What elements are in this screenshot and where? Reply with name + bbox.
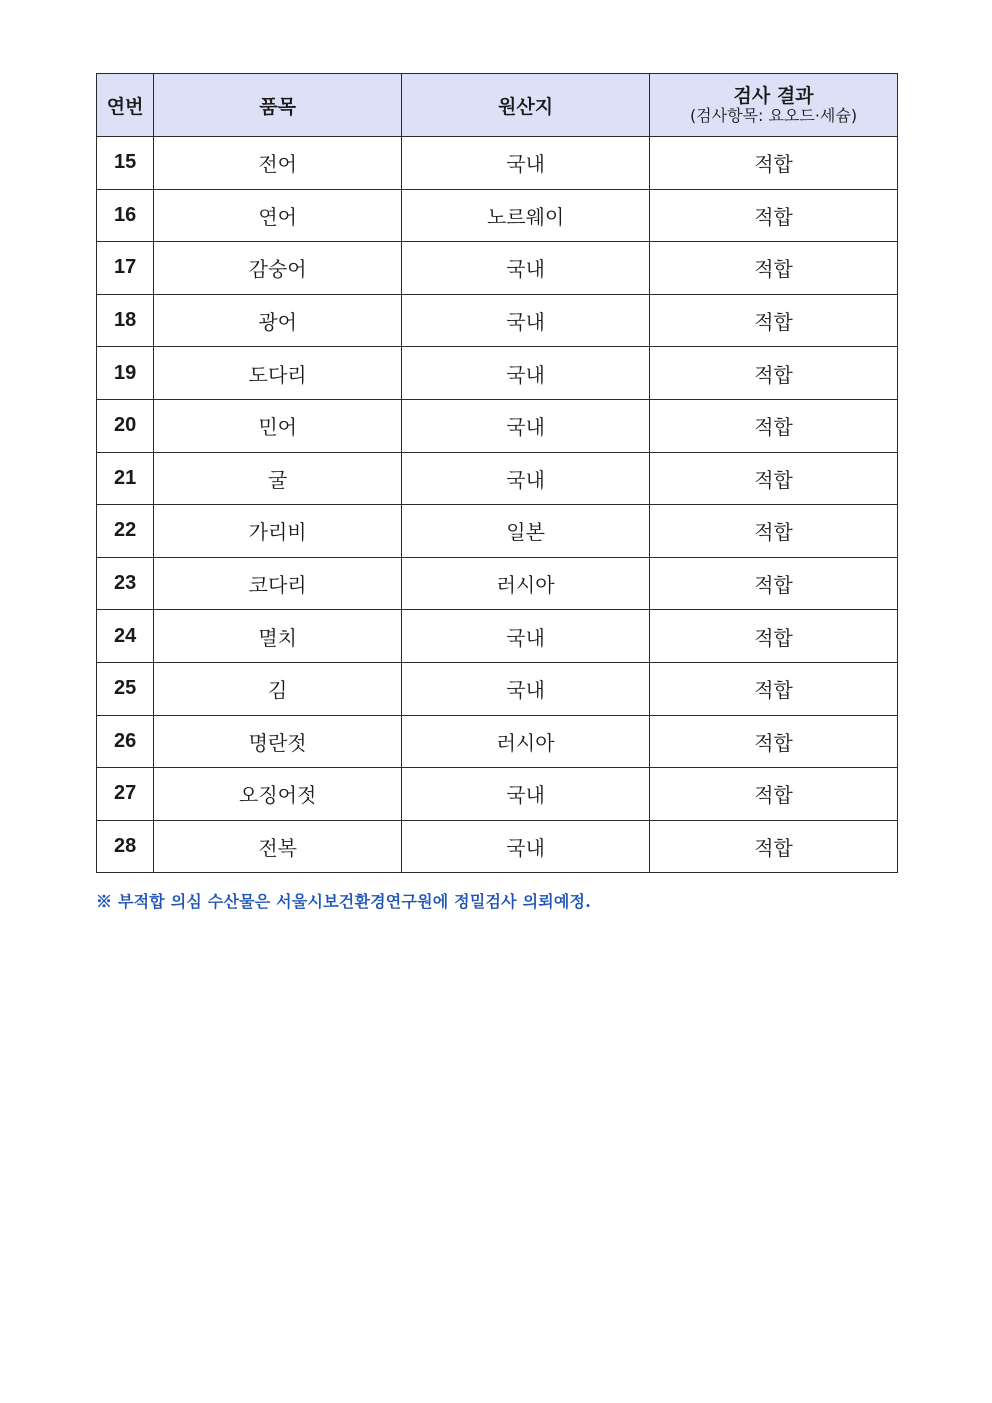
header-no: 연번 <box>97 74 154 137</box>
cell-origin: 국내 <box>402 610 650 663</box>
cell-no: 28 <box>97 820 154 873</box>
cell-result: 적합 <box>650 347 898 400</box>
cell-item: 김 <box>154 662 402 715</box>
cell-origin: 노르웨이 <box>402 189 650 242</box>
cell-item: 연어 <box>154 189 402 242</box>
table-row <box>97 610 898 663</box>
cell-item: 굴 <box>154 452 402 505</box>
table-row <box>97 189 898 242</box>
cell-item: 도다리 <box>154 347 402 400</box>
cell-origin: 러시아 <box>402 715 650 768</box>
header-item: 품목 <box>154 74 402 137</box>
cell-item: 민어 <box>154 399 402 452</box>
cell-item: 전어 <box>154 137 402 190</box>
cell-item: 코다리 <box>154 557 402 610</box>
table-row <box>97 662 898 715</box>
table-row <box>97 820 898 873</box>
cell-no: 17 <box>97 242 154 295</box>
cell-result: 적합 <box>650 557 898 610</box>
cell-result: 적합 <box>650 242 898 295</box>
cell-item: 광어 <box>154 294 402 347</box>
cell-origin: 국내 <box>402 347 650 400</box>
header-result <box>650 74 898 137</box>
cell-result: 적합 <box>650 768 898 821</box>
cell-item: 감숭어 <box>154 242 402 295</box>
cell-no: 22 <box>97 505 154 558</box>
header-result-label: 검사 결과 <box>733 85 814 107</box>
cell-no: 27 <box>97 768 154 821</box>
cell-origin: 국내 <box>402 768 650 821</box>
cell-no: 21 <box>97 452 154 505</box>
cell-origin: 국내 <box>402 399 650 452</box>
cell-no: 16 <box>97 189 154 242</box>
table-row <box>97 294 898 347</box>
cell-result: 적합 <box>650 294 898 347</box>
cell-origin: 국내 <box>402 294 650 347</box>
cell-no: 25 <box>97 662 154 715</box>
cell-no: 15 <box>97 137 154 190</box>
cell-no: 20 <box>97 399 154 452</box>
footnote: ※ 부적합 의심 수산물은 서울시보건환경연구원에 정밀검사 의뢰예정. <box>96 892 591 911</box>
cell-item: 가리비 <box>154 505 402 558</box>
cell-item: 전복 <box>154 820 402 873</box>
cell-item: 오징어젓 <box>154 768 402 821</box>
cell-origin: 러시아 <box>402 557 650 610</box>
cell-result: 적합 <box>650 137 898 190</box>
header-origin: 원산지 <box>402 74 650 137</box>
table-header-row <box>97 74 898 137</box>
table-row <box>97 452 898 505</box>
cell-origin: 국내 <box>402 820 650 873</box>
cell-no: 24 <box>97 610 154 663</box>
inspection-results-table <box>96 73 898 873</box>
cell-origin: 일본 <box>402 505 650 558</box>
cell-result: 적합 <box>650 505 898 558</box>
table-row <box>97 557 898 610</box>
table-row <box>97 715 898 768</box>
cell-origin: 국내 <box>402 452 650 505</box>
cell-no: 19 <box>97 347 154 400</box>
cell-result: 적합 <box>650 610 898 663</box>
cell-no: 26 <box>97 715 154 768</box>
cell-item: 멸치 <box>154 610 402 663</box>
cell-origin: 국내 <box>402 242 650 295</box>
cell-result: 적합 <box>650 715 898 768</box>
cell-no: 18 <box>97 294 154 347</box>
cell-result: 적합 <box>650 189 898 242</box>
cell-result: 적합 <box>650 820 898 873</box>
cell-origin: 국내 <box>402 662 650 715</box>
cell-result: 적합 <box>650 399 898 452</box>
table-row <box>97 347 898 400</box>
table-row <box>97 242 898 295</box>
cell-result: 적합 <box>650 452 898 505</box>
cell-result: 적합 <box>650 662 898 715</box>
table-row <box>97 137 898 190</box>
table-row <box>97 505 898 558</box>
header-result-sublabel: (검사항목: 요오드·세슘) <box>689 106 858 125</box>
cell-origin: 국내 <box>402 137 650 190</box>
table-row <box>97 399 898 452</box>
cell-no: 23 <box>97 557 154 610</box>
table-row <box>97 768 898 821</box>
cell-item: 명란젓 <box>154 715 402 768</box>
